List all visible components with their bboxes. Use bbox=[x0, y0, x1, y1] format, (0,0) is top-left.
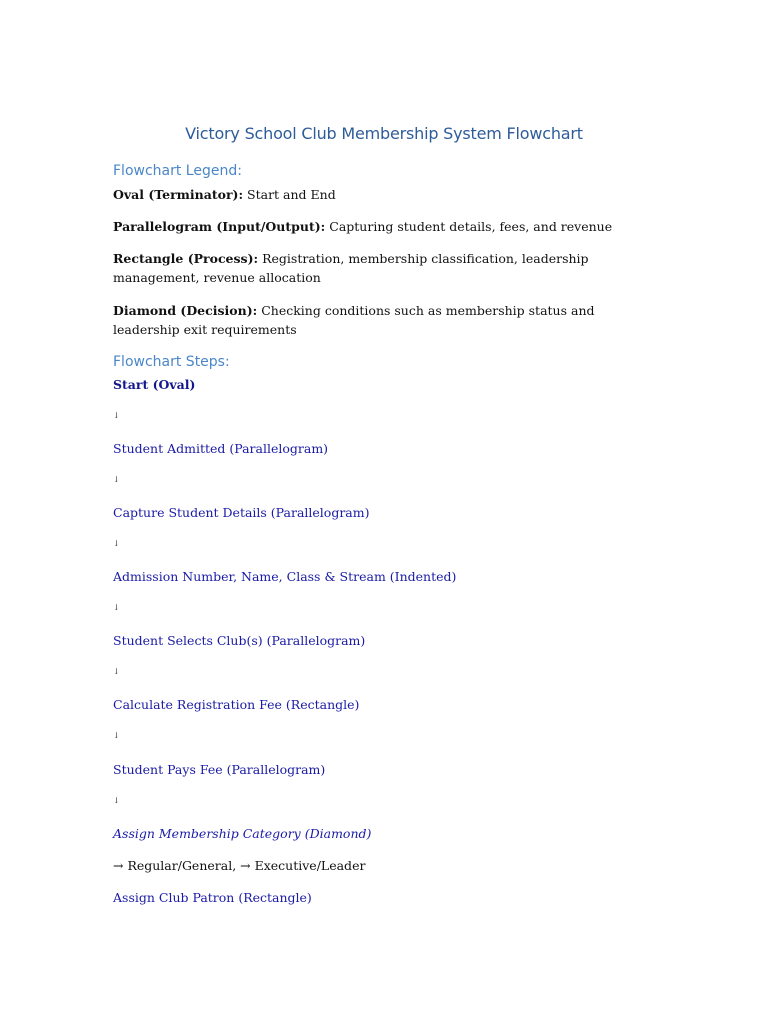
legend-desc: Registration, membership classification, leadership management, revenue allocation bbox=[113, 251, 589, 285]
legend-heading: Flowchart Legend: bbox=[113, 163, 242, 179]
steps-heading: Flowchart Steps: bbox=[113, 354, 230, 370]
legend-desc: Checking conditions such as membership status and leadership exit requirements bbox=[113, 303, 595, 337]
legend-desc: Capturing student details, fees, and revenue bbox=[325, 219, 613, 234]
legend-term: Rectangle (Process): bbox=[113, 251, 259, 266]
legend-term: Oval (Terminator): bbox=[113, 187, 244, 202]
step-admission-details: Admission Number, Name, Class & Stream (Indented) bbox=[113, 569, 457, 584]
step-assign-category: Assign Membership Category (Diamond) bbox=[113, 826, 372, 841]
down-arrow-icon: ↓ bbox=[113, 667, 120, 676]
down-arrow-icon: ↓ bbox=[113, 539, 120, 548]
step-assign-patron: Assign Club Patron (Rectangle) bbox=[113, 890, 312, 905]
document-title: Victory School Club Membership System Flowchart bbox=[185, 124, 583, 143]
step-student-admitted: Student Admitted (Parallelogram) bbox=[113, 441, 329, 456]
legend-term: Diamond (Decision): bbox=[113, 303, 258, 318]
legend-item-rectangle bbox=[113, 249, 658, 287]
step-capture-details: Capture Student Details (Parallelogram) bbox=[113, 505, 370, 520]
step-start: Start (Oval) bbox=[113, 377, 196, 392]
down-arrow-icon: ↓ bbox=[113, 731, 120, 740]
legend-term: Parallelogram (Input/Output): bbox=[113, 219, 326, 234]
legend-item-oval bbox=[113, 185, 658, 204]
legend-item-diamond bbox=[113, 301, 658, 339]
down-arrow-icon: ↓ bbox=[113, 796, 120, 805]
legend-desc: Start and End bbox=[243, 187, 336, 202]
step-calculate-fee: Calculate Registration Fee (Rectangle) bbox=[113, 697, 360, 712]
down-arrow-icon: ↓ bbox=[113, 603, 120, 612]
step-select-clubs: Student Selects Club(s) (Parallelogram) bbox=[113, 633, 366, 648]
down-arrow-icon: ↓ bbox=[113, 411, 120, 420]
category-branches: → Regular/General, → Executive/Leader bbox=[113, 858, 366, 873]
legend-item-parallelogram bbox=[113, 217, 658, 236]
down-arrow-icon: ↓ bbox=[113, 475, 120, 484]
step-pays-fee: Student Pays Fee (Parallelogram) bbox=[113, 762, 326, 777]
